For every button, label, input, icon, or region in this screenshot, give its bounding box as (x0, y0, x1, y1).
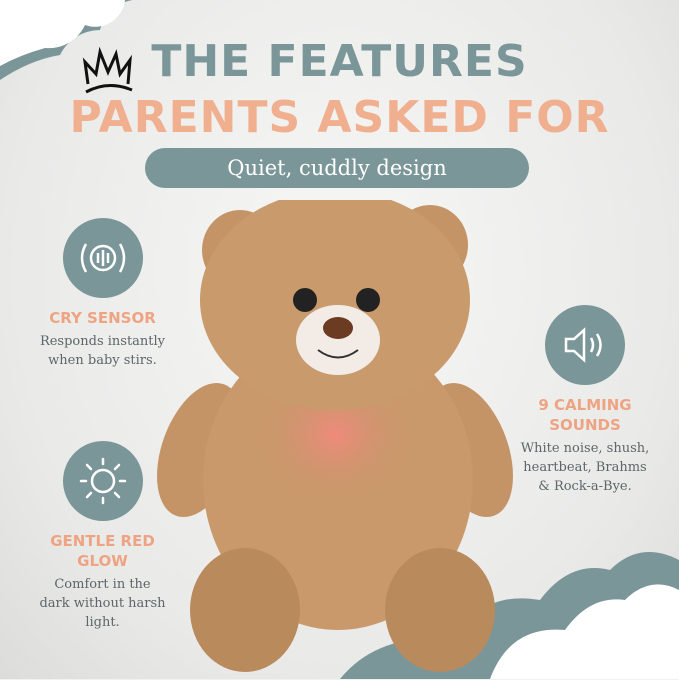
feature-title: 9 CALMING SOUNDS (538, 396, 632, 434)
speaker-icon (545, 305, 625, 385)
teddy-bear-image (150, 200, 530, 680)
sun-icon (63, 441, 143, 521)
feature-calming-sounds (505, 305, 665, 496)
subtitle-banner: Quiet, cuddly design (145, 148, 529, 188)
feature-description: Responds instantly when baby stirs. (39, 334, 166, 368)
headline-line2: PARENTS ASKED FOR (69, 92, 610, 143)
feature-description: White noise, shush, heartbeat, Brahms & Rock-a-Bye. (520, 441, 650, 494)
feature-cry-sensor (20, 218, 185, 370)
feature-description: Comfort in the dark without harsh light. (39, 577, 166, 630)
headline-line1: THE FEATURES (151, 36, 528, 87)
feature-title: GENTLE RED GLOW (50, 532, 155, 570)
feature-title: CRY SENSOR (49, 309, 156, 327)
feature-red-glow (20, 441, 185, 632)
sound-wave-icon (63, 218, 143, 298)
